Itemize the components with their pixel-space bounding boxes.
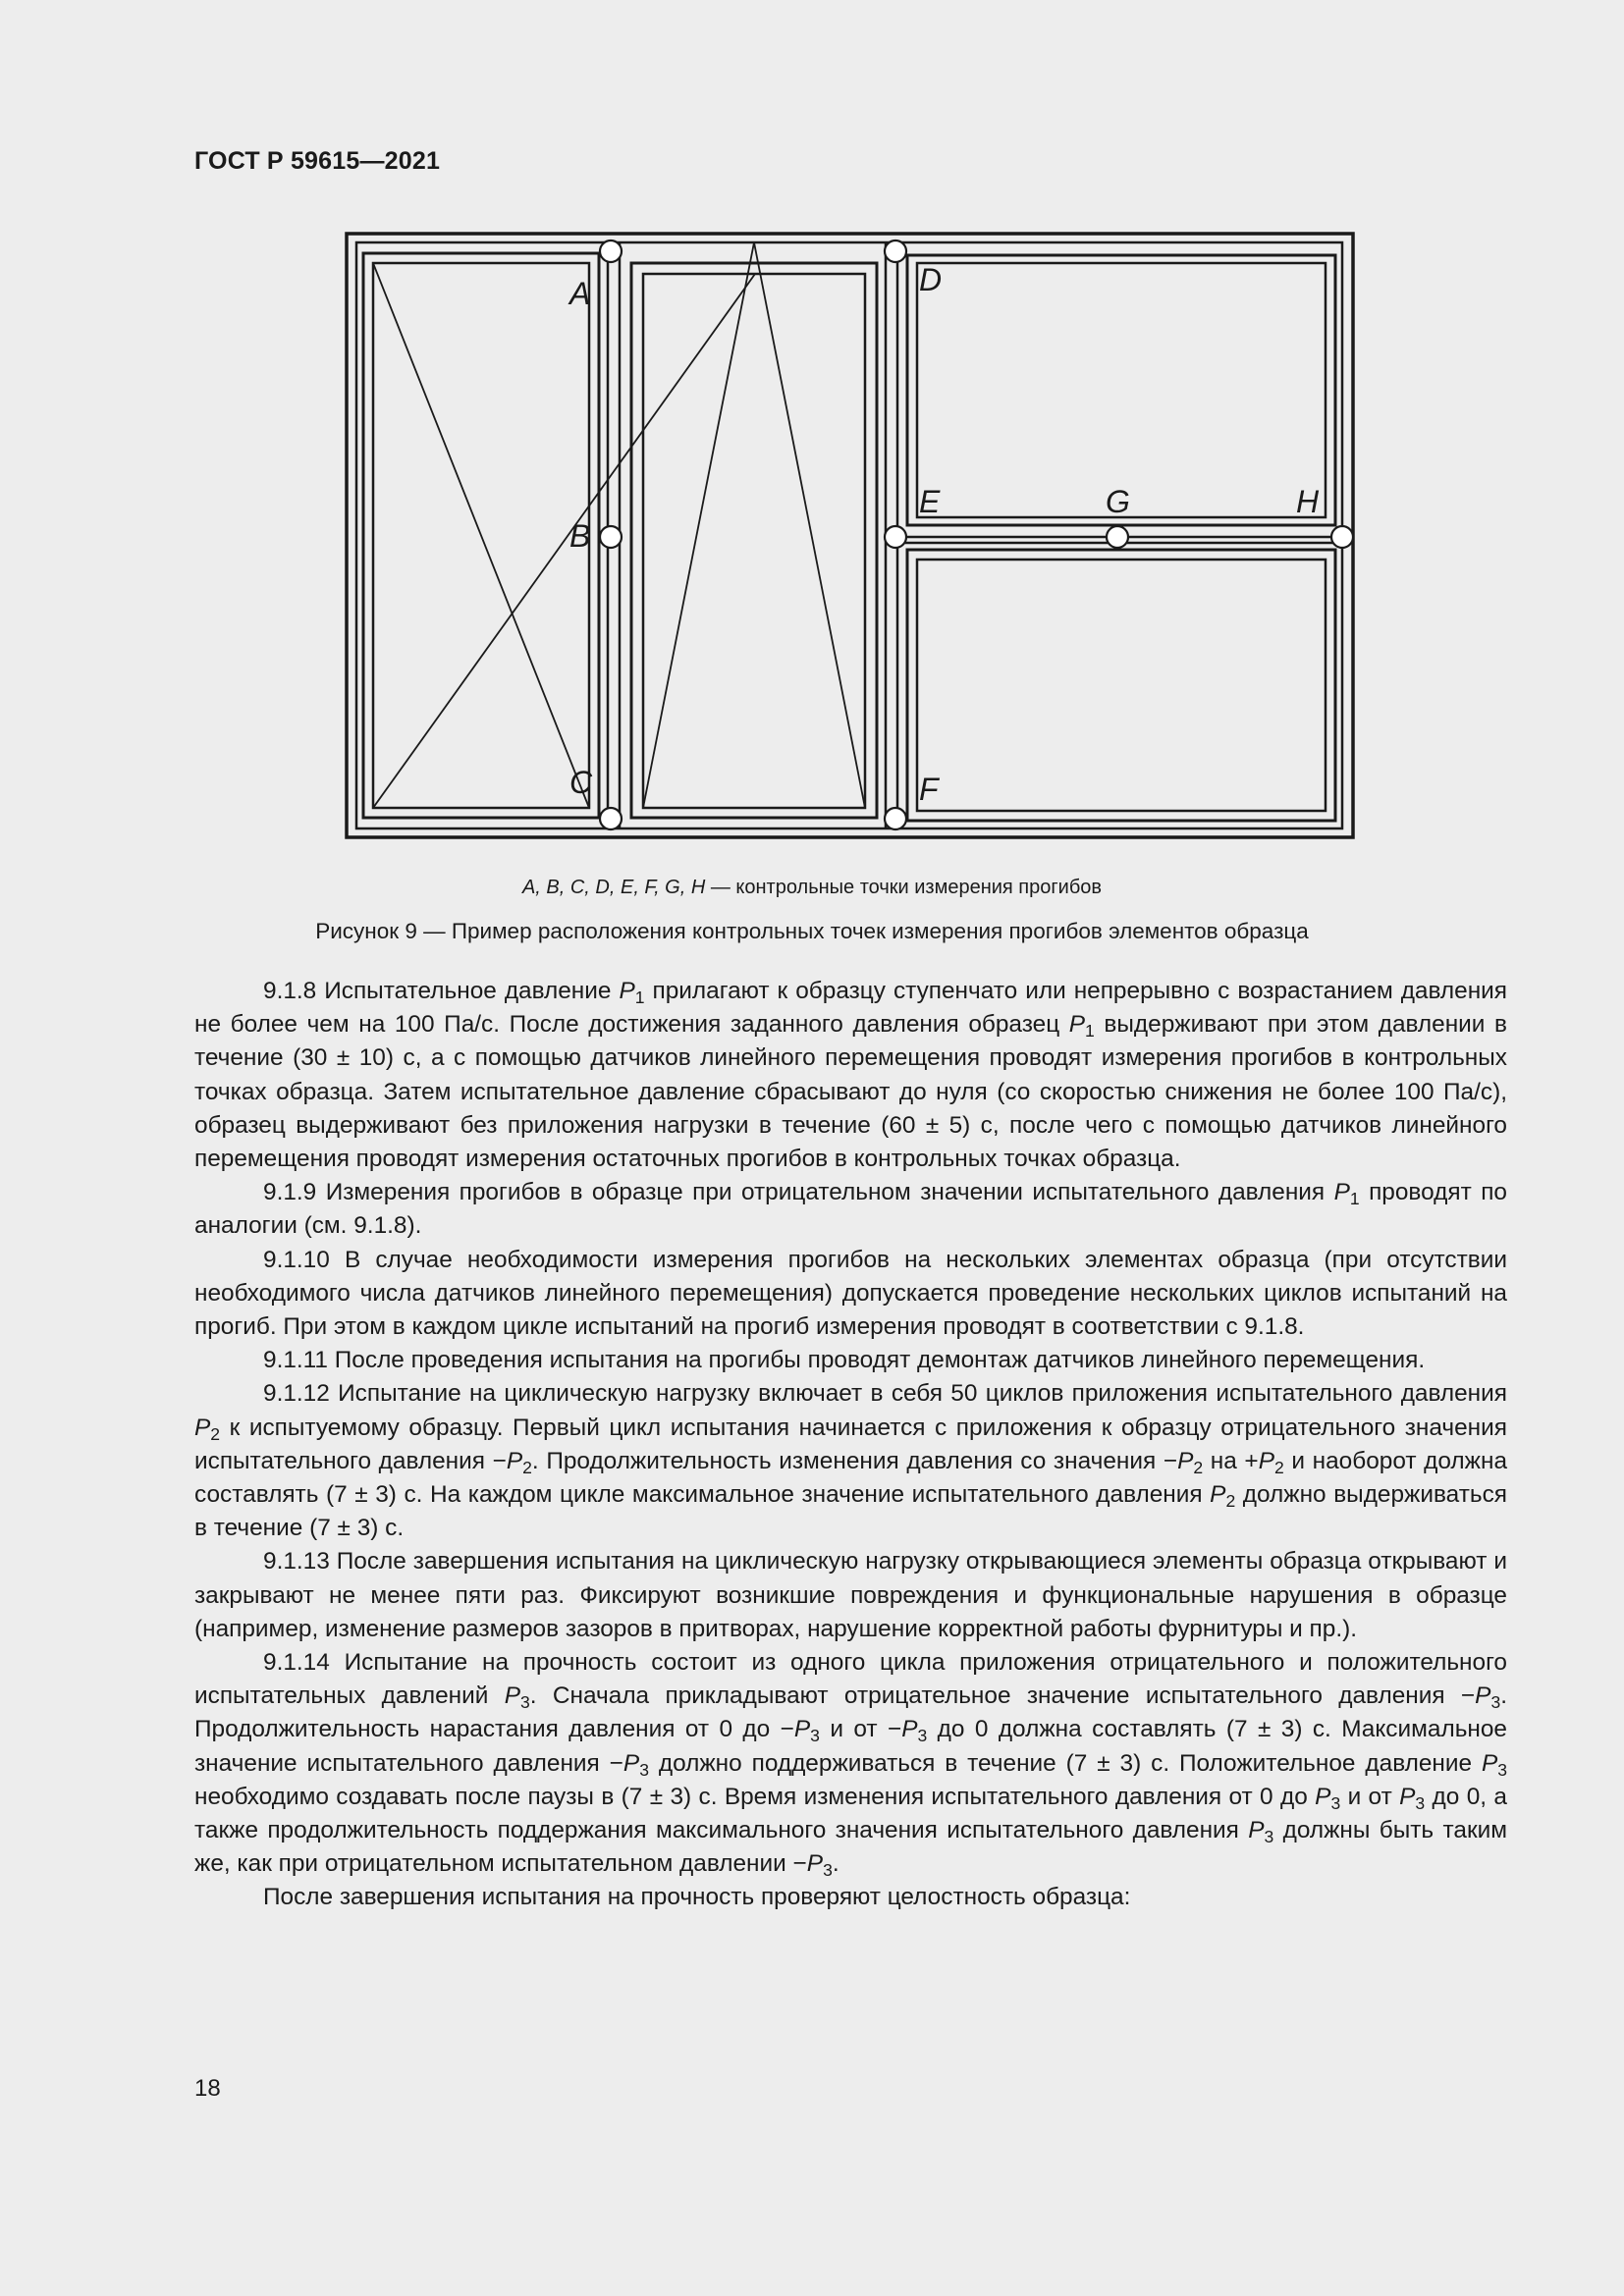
subscript: 3	[917, 1726, 928, 1746]
paragraph	[194, 1176, 1507, 1243]
text-run: до 0, а также продолжительность поддержания максимального значения испытательного давления	[194, 1783, 1507, 1844]
text-run: . Продолжительность нарастания давления от 0 до −	[194, 1682, 1507, 1743]
control-point-d	[885, 240, 906, 262]
italic-symbol: P	[793, 1716, 811, 1743]
subscript: 2	[522, 1457, 532, 1477]
figure-caption: Рисунок 9 — Пример расположения контрольных точек измерения прогибов элементов образца	[315, 919, 1309, 943]
italic-symbol: P	[623, 1749, 640, 1777]
italic-symbol: P	[901, 1716, 918, 1743]
text-run: проводят по аналогии (см. 9.1.8).	[194, 1179, 1507, 1240]
middle-sash	[631, 263, 877, 818]
figure-legend	[0, 877, 1624, 899]
text-run: до 0 должна составлять (7 ± 3) с. Максимальное значение испытательного давления −	[194, 1716, 1508, 1777]
text-run: 9.1.11 После проведения испытания на прогибы проводят демонтаж датчиков линейного перемещения.	[263, 1347, 1426, 1374]
text-run: . Сначала прикладывают отрицательное значение испытательного давления −	[529, 1682, 1476, 1710]
page-number: 18	[194, 2075, 221, 2102]
text-run: 9.1.12 Испытание на циклическую нагрузку включает в себя 50 циклов приложения испытательного давления	[263, 1380, 1507, 1408]
point-label-c: C	[569, 765, 593, 800]
italic-symbol: P	[1315, 1783, 1331, 1810]
subscript: 1	[1349, 1189, 1360, 1209]
italic-symbol: P	[504, 1682, 521, 1710]
legend-text: — контрольные точки измерения прогибов	[705, 877, 1103, 898]
text-run: 9.1.9 Измерения прогибов в образце при отрицательном значении испытательного давления	[263, 1179, 1334, 1206]
subscript: 3	[520, 1692, 530, 1713]
point-label-g: G	[1106, 484, 1130, 519]
left-sash-diagonal-2	[373, 274, 755, 808]
italic-symbol: P	[1475, 1682, 1491, 1710]
control-point-b	[600, 526, 622, 548]
italic-symbol: P	[506, 1447, 523, 1474]
text-run: 9.1.10 В случае необходимости измерения прогибов на нескольких элементах образца (при отсутствии необходимого числа датчиков линейного перемещения) допускается проведение нескольких циклов испытаний на прогиб. При этом в каждом цикле испытаний на прогиб измерения проводят в соответствии с 9.1.8.	[194, 1246, 1507, 1341]
italic-symbol: P	[1248, 1817, 1265, 1844]
control-point-g	[1107, 526, 1128, 548]
point-label-h: H	[1296, 484, 1320, 519]
text-run: 9.1.8 Испытательное давление	[263, 978, 620, 1004]
subscript: 3	[1497, 1759, 1507, 1780]
italic-symbol: P	[1399, 1783, 1416, 1810]
italic-symbol: P	[194, 1414, 211, 1441]
text-run: . Продолжительность изменения давления со значения −	[531, 1447, 1178, 1474]
point-label-d: D	[919, 262, 943, 297]
text-run: необходимо создавать после паузы в (7 ± 3) с. Время изменения испытательного давления от 0 до	[194, 1783, 1316, 1810]
text-run: должно выдерживаться в течение (7 ± 3) с.	[194, 1481, 1507, 1542]
text-run: прилагают к образцу ступенчато или непрерывно с возрастанием давления не более чем на 100 Па/с. После достижения заданного давления образец	[194, 978, 1507, 1039]
text-run: на +	[1203, 1447, 1259, 1474]
control-point-e	[885, 526, 906, 548]
text-run: выдерживают при этом давлении в течение (30 ± 10) с, а с помощью датчиков линейного перемещения проводят измерения прогибов в контрольных точках образца. Затем испытательное давление сбрасывают до нуля (со скоростью снижения не более 100 Па/с), образец выдерживают без приложения нагрузки в течение (60 ± 5) с, после чего с помощью датчиков линейного перемещения проводят измерения остаточных прогибов в контрольных точках образца.	[194, 1011, 1507, 1173]
text-run: и от −	[819, 1716, 902, 1743]
subscript: 3	[639, 1759, 649, 1780]
subscript: 2	[1193, 1457, 1204, 1477]
document-header: ГОСТ Р 59615—2021	[194, 147, 441, 175]
paragraph	[194, 1344, 1507, 1377]
text-run: 9.1.14 Испытание на прочность состоит из одного цикла приложения отрицательного и положительного испытательных давлений	[194, 1649, 1507, 1710]
paragraph	[194, 1881, 1507, 1914]
text-run: .	[832, 1850, 839, 1878]
subscript: 3	[1490, 1692, 1501, 1713]
text-run: должны быть таким же, как при отрицательном испытательном давлении −	[194, 1817, 1508, 1878]
control-point-a	[600, 240, 622, 262]
text-run: 9.1.13 После завершения испытания на циклическую нагрузку открывающиеся элементы образца открывают и закрывают не менее пяти раз. Фиксируют возникшие повреждения и функциональные нарушения в образце (например, изменение размеров зазоров в притворах, нарушение корректной работы фурнитуры и пр.).	[194, 1548, 1507, 1642]
subscript: 2	[210, 1423, 221, 1444]
paragraph	[194, 1244, 1507, 1345]
italic-symbol: P	[1177, 1447, 1194, 1474]
subscript: 3	[1264, 1826, 1274, 1846]
italic-symbol: P	[1210, 1481, 1226, 1509]
text-run: к испытуемому образцу. Первый цикл испытания начинается с приложения к образцу отрицательного значения испытательного давления −	[194, 1414, 1507, 1474]
paragraph	[194, 975, 1507, 1176]
paragraph	[194, 1545, 1507, 1646]
legend-points: A, B, C, D, E, F, G, H	[521, 877, 706, 898]
middle-sash-line-2	[643, 242, 754, 808]
text-run: должно поддерживаться в течение (7 ± 3) с. Положительное давление	[648, 1749, 1482, 1777]
subscript: 3	[823, 1860, 833, 1881]
italic-symbol: P	[1333, 1179, 1350, 1206]
middle-sash-line-1	[754, 242, 865, 808]
subscript: 2	[1273, 1457, 1284, 1477]
point-label-e: E	[919, 484, 941, 519]
outer-frame-inner	[356, 242, 1342, 828]
subscript: 3	[810, 1726, 820, 1746]
subscript: 2	[1225, 1490, 1236, 1511]
paragraph	[194, 1377, 1507, 1545]
control-point-f	[885, 808, 906, 829]
italic-symbol: P	[619, 978, 635, 1004]
subscript: 3	[1415, 1792, 1426, 1813]
window-diagram	[342, 228, 1359, 842]
text-run: После завершения испытания на прочность проверяют целостность образца:	[263, 1884, 1131, 1911]
italic-symbol: P	[1068, 1011, 1086, 1039]
point-label-f: F	[919, 772, 939, 807]
outer-frame	[347, 234, 1353, 837]
left-sash-diagonal-1	[373, 263, 589, 808]
italic-symbol: P	[806, 1850, 824, 1878]
control-point-h	[1331, 526, 1353, 548]
subscript: 1	[1085, 1021, 1095, 1041]
control-point-c	[600, 808, 622, 829]
italic-symbol: P	[1258, 1447, 1274, 1474]
paragraph	[194, 1646, 1507, 1881]
text-run: и наоборот должна составлять (7 ± 3) с. На каждом цикле максимальное значение испытательного давления	[194, 1447, 1508, 1509]
right-lower-panel	[907, 550, 1335, 821]
text-run: и от	[1340, 1783, 1400, 1810]
subscript: 3	[1330, 1792, 1341, 1813]
point-label-b: B	[569, 518, 591, 554]
point-label-a: A	[569, 276, 591, 311]
body-text	[194, 975, 1507, 1915]
subscript: 1	[634, 987, 645, 1007]
italic-symbol: P	[1481, 1749, 1498, 1777]
